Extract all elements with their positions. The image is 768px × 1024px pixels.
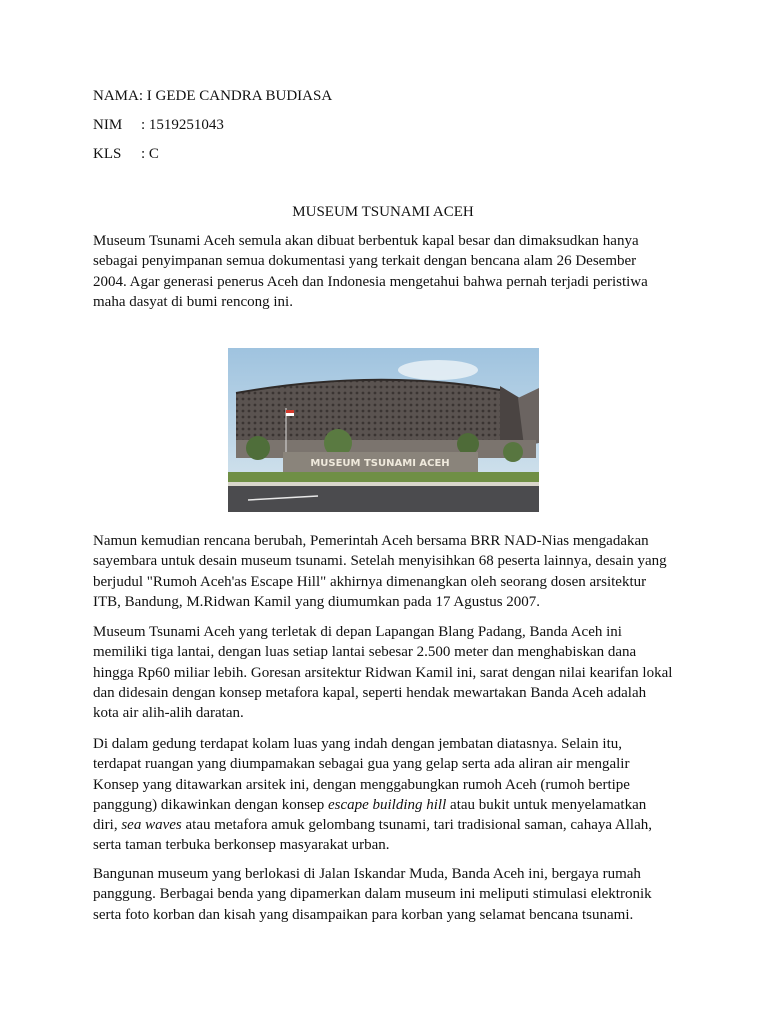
museum-photo xyxy=(228,348,539,512)
student-name: NAMA: I GEDE CANDRA BUDIASA xyxy=(93,88,333,104)
photo-sign-text: MUSEUM TSUNAMI ACEH xyxy=(310,458,450,469)
paragraph-4-part-a: Di dalam gedung terdapat kolam luas yang indah dengan jembatan diatasnya. Selain itu, terdapat ruangan yang diumpamakan sebagai gua yang gelap serta ada aliran air mengalir Konsep yang ditawarkan arsitek ini, dengan menggabungkan rumoh Aceh (rumoh bertipe panggung) dikawinkan dengan konsep xyxy=(93,736,630,813)
paragraph-4-italic-2: sea waves xyxy=(121,817,182,834)
paragraph-5: Bangunan museum yang berlokasi di Jalan Iskandar Muda, Banda Aceh ini, bergaya rumah panggung. Berbagai benda yang dipamerkan dalam museum ini meliputi stimulasi elektronik serta foto korban dan kisah yang disampaikan para korban yang selamat bencana tsunami. xyxy=(93,866,652,923)
nim-label: NIM xyxy=(93,117,123,133)
paragraph-4-part-c: atau metafora amuk gelombang tsunami, tari tradisional saman, cahaya Allah, serta taman terbuka berkonsep masyarakat urban. xyxy=(93,817,653,854)
paragraph-4 xyxy=(93,734,673,856)
paragraph-4-part-b: atau bukit untuk menyelamatkan diri, xyxy=(93,796,647,834)
student-nim-row xyxy=(93,115,224,135)
paragraph-2: Namun kemudian rencana berubah, Pemerintah Aceh bersama BRR NAD-Nias mengadakan sayembara untuk desain museum tsunami. Setelah menyisihkan 68 peserta lainnya, desain yang berjudul "Rumoh Aceh'as Escape Hill" akhirnya dimenangkan oleh seorang dosen arsitektur ITB, Bandung, M.Ridwan Kamil yang diumumkan pada 17 Agustus 2007. xyxy=(93,533,667,610)
document-title: MUSEUM TSUNAMI ACEH xyxy=(292,204,474,220)
kls-label: KLS xyxy=(93,146,122,162)
paragraph-3: Museum Tsunami Aceh yang terletak di depan Lapangan Blang Padang, Banda Aceh ini memiliki tiga lantai, dengan luas setiap lantai sebesar 2.500 meter dan menghabiskan dana hingga Rp60 miliar lebih. Goresan arsitektur Ridwan Kamil ini, sarat dengan nilai kearifan lokal dan didesain dengan konsep metafora kapal, seperti hendak mewartakan Banda Aceh adalah kota air alih-alih daratan. xyxy=(93,624,673,722)
paragraph-1: Museum Tsunami Aceh semula akan dibuat berbentuk kapal besar dan dimaksudkan hanya sebagai penyimpanan semua dokumentasi yang terkait dengan bencana alam 26 Desember 2004. Agar generasi penerus Aceh dan Indonesia mengetahui bahwa pernah terjadi peristiwa maha dasyat di bumi rencong ini. xyxy=(93,233,648,310)
nim-value: : 1519251043 xyxy=(141,117,224,133)
paragraph-4-italic-1: escape building hill xyxy=(327,796,447,813)
document-page xyxy=(93,0,683,1024)
student-class-row xyxy=(93,144,159,164)
kls-value: : C xyxy=(141,146,159,162)
